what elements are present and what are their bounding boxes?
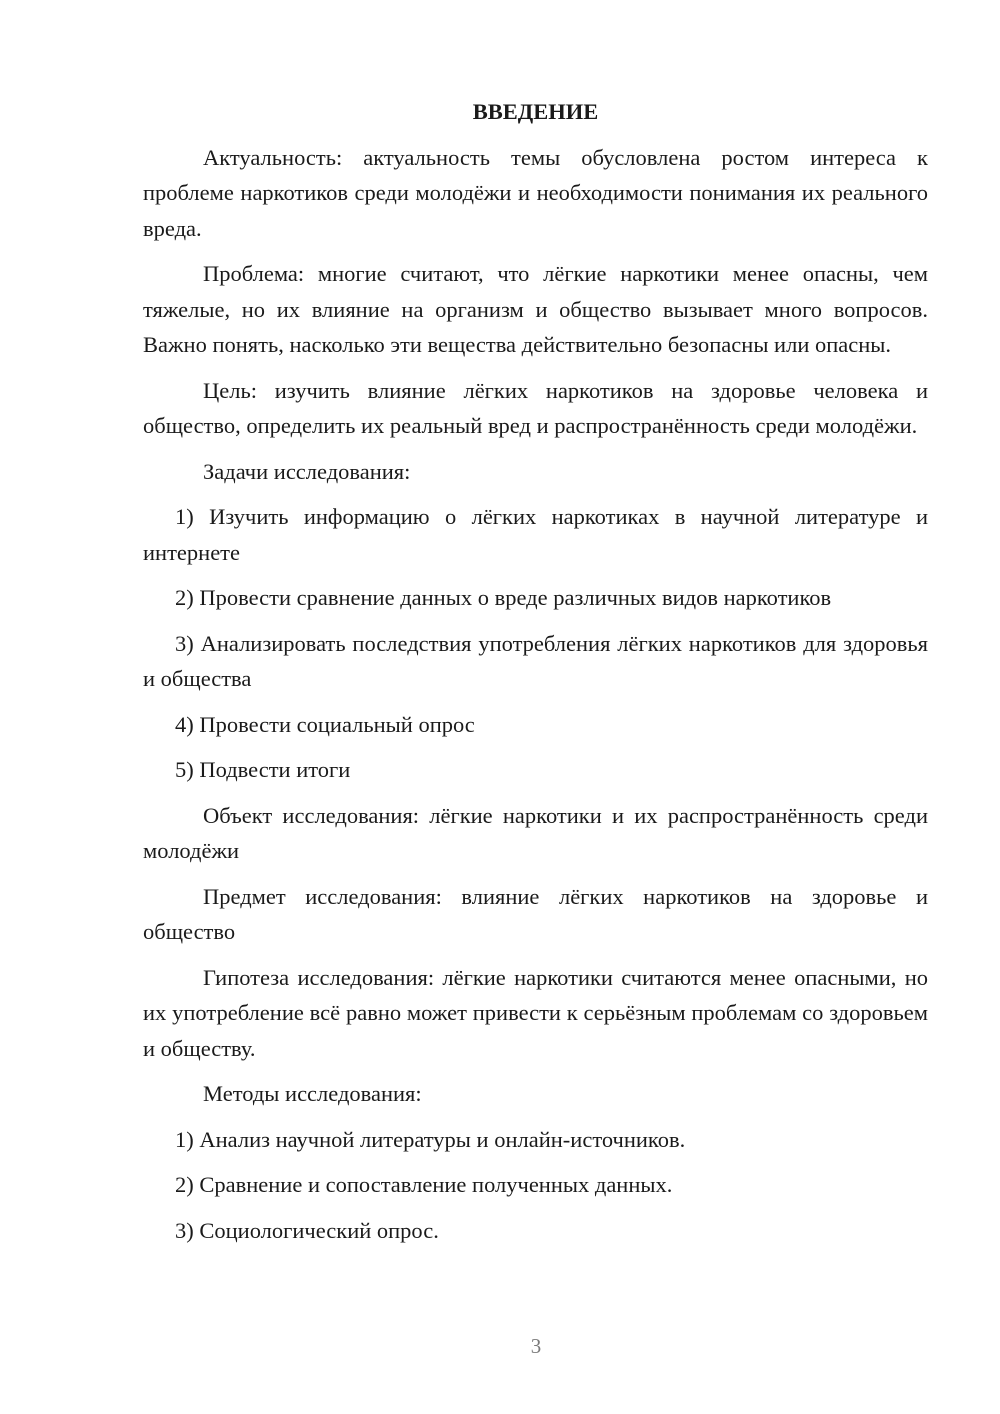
task-item: 5) Подвести итоги <box>175 757 351 782</box>
object-paragraph: Объект исследования: лёгкие наркотики и их распространённость среди молодёжи <box>143 802 928 863</box>
page-number: 3 <box>530 1334 542 1358</box>
methods-heading: Методы исследования: <box>203 1081 422 1106</box>
hypothesis-paragraph: Гипотеза исследования: лёгкие наркотики считаются менее опасными, но их употребление всё равно может привести к серьёзным проблемам со здоровьем и обществу. <box>143 964 928 1061</box>
task-item: 2) Провести сравнение данных о вреде различных видов наркотиков <box>175 585 832 610</box>
task-item: 4) Провести социальный опрос <box>175 711 475 737</box>
method-item: 2) Сравнение и сопоставление полученных данных. <box>175 1172 673 1197</box>
method-item: 3) Социологический опрос. <box>175 1217 439 1243</box>
task-item: 3) Анализировать последствия употребления лёгких наркотиков для здоровья и общества <box>143 630 928 691</box>
task-item: 1) Изучить информацию о лёгких наркотиках в научной литературе и интернете <box>143 504 928 565</box>
subject-paragraph: Предмет исследования: влияние лёгких наркотиков на здоровье и общество <box>143 883 928 944</box>
method-item: 1) Анализ научной литературы и онлайн-источников. <box>175 1126 686 1152</box>
page-title: ВВЕДЕНИЕ <box>472 99 599 124</box>
problem-paragraph: Проблема: многие считают, что лёгкие наркотики менее опасны, чем тяжелые, но их влияние на организм и общество вызывает много вопросов. Важно понять, насколько эти вещества действительно безопасны или опасны. <box>143 261 928 357</box>
tasks-heading: Задачи исследования: <box>203 458 411 484</box>
page-content <box>143 94 928 1258</box>
relevance-paragraph: Актуальность: актуальность темы обусловлена ростом интереса к проблеме наркотиков среди молодёжи и необходимости понимания их реального вреда. <box>143 144 928 241</box>
goal-paragraph: Цель: изучить влияние лёгких наркотиков на здоровье человека и общество, определить их реальный вред и распространённость среди молодёжи. <box>143 377 928 438</box>
